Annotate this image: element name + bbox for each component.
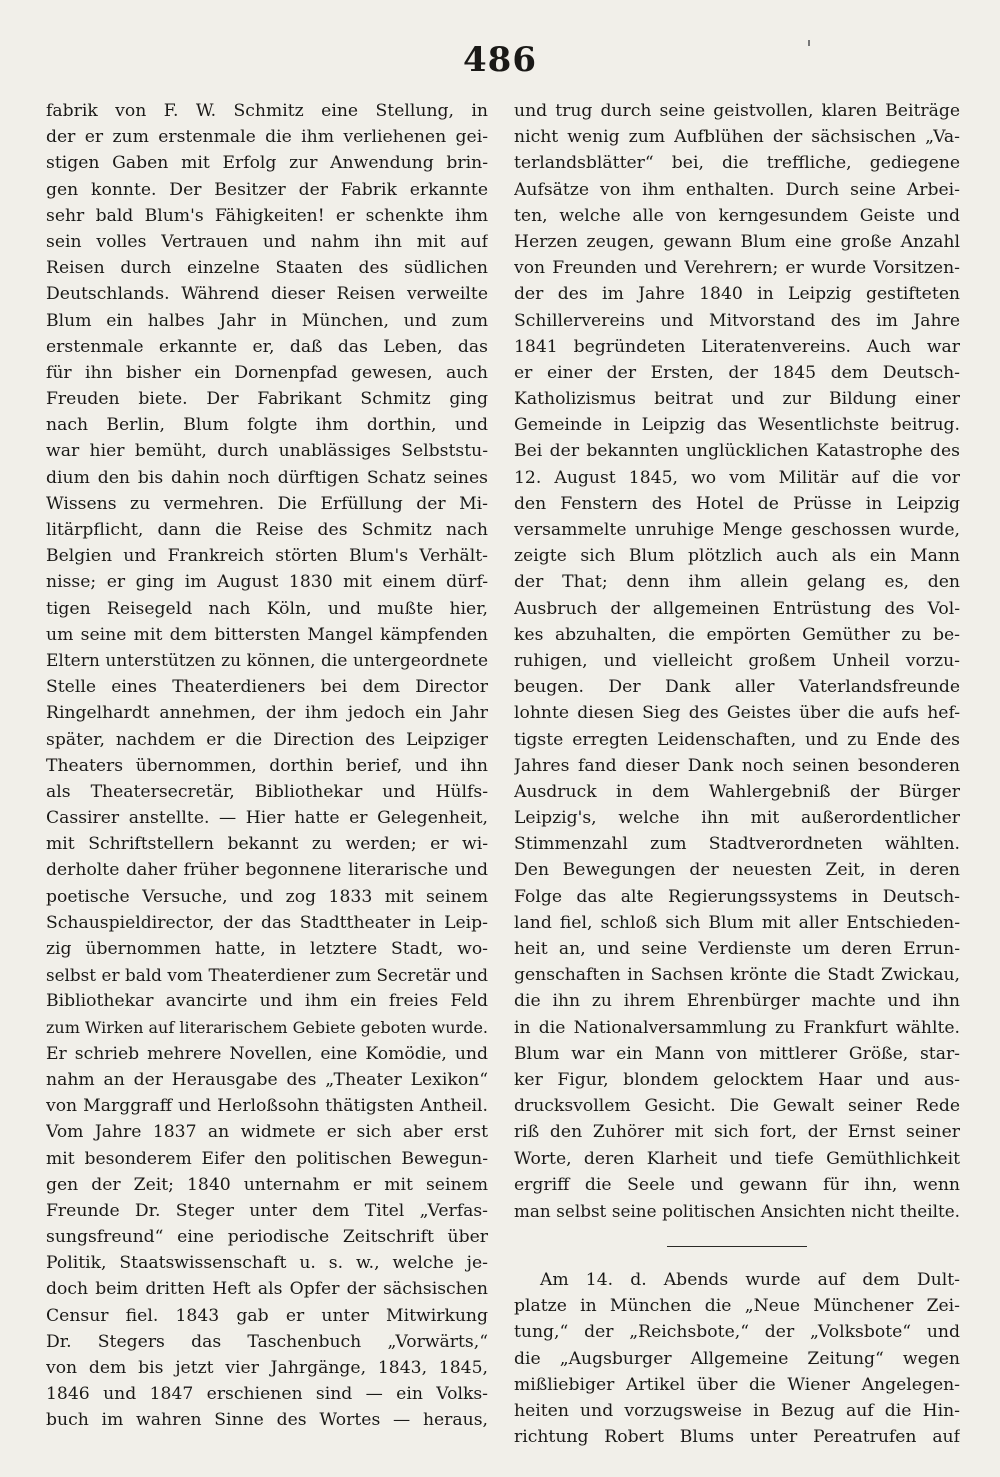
text-line: poetische Versuche, und zog 1833 mit seinem: [46, 886, 488, 907]
text-line: litärpflicht, dann die Reise des Schmitz nach: [46, 520, 488, 540]
text-line: Cassirer anstellte. — Hier hatte er Gelegenheit,: [46, 808, 488, 829]
text-line: tigste erregten Leidenschaften, und zu Ende des: [514, 729, 960, 750]
text-line: Censur fiel. 1843 gab er unter Mitwirkung: [46, 1305, 488, 1326]
text-line: von dem bis jetzt vier Jahrgänge, 1843, 1845,: [46, 1358, 488, 1378]
text-line: er einer der Ersten, der 1845 dem Deutsch-: [514, 362, 960, 383]
text-line: Den Bewegungen der neuesten Zeit, in deren: [514, 860, 960, 881]
text-line: in die Nationalversammlung zu Frankfurt wählte.: [514, 1017, 960, 1038]
text-line: dium den bis dahin noch dürftigen Schatz seines: [46, 467, 488, 488]
text-line: kes abzuhalten, die empörten Gemüther zu be-: [514, 624, 960, 645]
text-line: ergriff die Seele und gewann für ihn, wenn: [514, 1174, 960, 1195]
text-line: Ringelhardt annehmen, der ihm jedoch ein Jahr: [46, 703, 488, 724]
text-line: genschaften in Sachsen krönte die Stadt Zwickau,: [514, 965, 960, 986]
text-line: die „Augsburger Allgemeine Zeitung“ wegen: [514, 1348, 960, 1369]
text-line: und trug durch seine geistvollen, klaren Beiträge: [514, 101, 960, 121]
text-line: lohnte diesen Sieg des Geistes über die aufs hef-: [514, 703, 960, 724]
text-line: um seine mit dem bittersten Mangel kämpfenden: [46, 624, 488, 645]
text-line: tung,“ der „Reichsbote,“ der „Volksbote“ und: [514, 1322, 960, 1343]
right-column-article-end: [514, 98, 960, 1224]
text-line: drucksvollem Gesicht. Die Gewalt seiner Rede: [514, 1096, 960, 1117]
text-line: Deutschlands. Während dieser Reisen verweilte: [46, 284, 488, 305]
text-line: erstenmale erkannte er, daß das Leben, das: [46, 336, 488, 357]
text-line: Jahres fand dieser Dank noch seinen besonderen: [514, 755, 960, 776]
text-line: Politik, Staatswissenschaft u. s. w., welche je-: [46, 1253, 488, 1274]
text-line: der des im Jahre 1840 in Leipzig gestifteten: [514, 284, 960, 305]
text-line: Vom Jahre 1837 an widmete er sich aber erst: [46, 1122, 488, 1143]
page-number: 486: [463, 40, 537, 80]
text-line: Er schrieb mehrere Novellen, eine Komödie, und: [46, 1043, 488, 1064]
text-line: Aufsätze von ihm enthalten. Durch seine Arbei-: [514, 179, 960, 200]
text-line: mit Schriftstellern bekannt zu werden; er wi-: [46, 834, 488, 855]
text-line: nisse; er ging im August 1830 mit einem dürf-: [46, 572, 488, 593]
text-line: heiten und vorzugsweise in Bezug auf die Hin-: [514, 1401, 960, 1421]
text-line: als Theatersecretär, Bibliothekar und Hülfs-: [46, 781, 488, 802]
text-line: 1846 und 1847 erschienen sind — ein Volks-: [46, 1384, 488, 1405]
text-line: ruhigen, und vielleicht großem Unheil vorzu-: [514, 650, 960, 671]
text-line: doch beim dritten Heft als Opfer der sächsischen: [46, 1279, 488, 1300]
text-line: Eltern unterstützen zu können, die untergeordnete: [46, 650, 488, 671]
text-line: heit an, und seine Verdienste um deren Errun-: [514, 939, 960, 959]
text-line: für ihn bisher ein Dornenpfad gewesen, auch: [46, 362, 488, 383]
text-line: Folge das alte Regierungssystems in Deutsch-: [514, 886, 960, 907]
text-line: Dr. Stegers das Taschenbuch „Vorwärts,“: [46, 1331, 488, 1352]
text-line: fabrik von F. W. Schmitz eine Stellung, in: [46, 101, 488, 121]
text-line: richtung Robert Blums unter Pereatrufen auf: [514, 1427, 960, 1448]
text-line: zeigte sich Blum plötzlich auch als ein Mann: [514, 546, 960, 567]
text-line: beugen. Der Dank aller Vaterlandsfreunde: [514, 677, 960, 698]
text-line: nach Berlin, Blum folgte ihm dorthin, und: [46, 415, 488, 436]
text-line: die ihn zu ihrem Ehrenbürger machte und ihn: [514, 991, 960, 1012]
text-line: zig übernommen hatte, in letztere Stadt, wo-: [46, 939, 488, 959]
text-line: riß den Zuhörer mit sich fort, der Ernst seiner: [514, 1122, 960, 1143]
text-line: Theaters übernommen, dorthin berief, und ihn: [46, 755, 488, 776]
text-line: platze in München die „Neue Münchener Zei-: [514, 1296, 960, 1317]
text-line: von Marggraff und Herloßsohn thätigsten Antheil.: [46, 1096, 488, 1117]
text-line: selbst er bald vom Theaterdiener zum Secretär und: [46, 965, 488, 986]
text-line: Am 14. d. Abends wurde auf dem Dult-: [540, 1270, 960, 1291]
text-line: mißliebiger Artikel über die Wiener Angelegen-: [514, 1374, 960, 1395]
text-line: Katholizismus beitrat und zur Bildung einer: [514, 389, 960, 410]
text-line: nahm an der Herausgabe des „Theater Lexikon“: [46, 1069, 488, 1090]
text-line: versammelte unruhige Menge geschossen wurde,: [514, 520, 960, 540]
text-line: sehr bald Blum's Fähigkeiten! er schenkte ihm: [46, 205, 488, 226]
right-column: [514, 98, 960, 1450]
text-line: Bibliothekar avancirte und ihm ein freies Feld: [46, 991, 488, 1012]
right-column-new-article: [514, 1267, 960, 1450]
text-line: 12. August 1845, wo vom Militär auf die vor: [514, 467, 960, 488]
text-line: Worte, deren Klarheit und tiefe Gemüthlichkeit: [514, 1148, 960, 1169]
text-line: Stelle eines Theaterdieners bei dem Director: [46, 677, 488, 698]
text-line: Freunde Dr. Steger unter dem Titel „Verfas-: [46, 1200, 488, 1221]
left-column: [46, 98, 488, 1434]
text-line: terlandsblätter“ bei, die treffliche, gediegene: [514, 153, 960, 174]
text-line: Ausbruch der allgemeinen Entrüstung des Vol-: [514, 598, 960, 619]
text-line: Wissens zu vermehren. Die Erfüllung der Mi-: [46, 493, 488, 514]
text-line: Schauspieldirector, der das Stadttheater in Leip-: [46, 912, 488, 933]
text-line: Belgien und Frankreich störten Blum's Verhält-: [46, 546, 488, 567]
text-line: sein volles Vertrauen und nahm ihn mit auf: [46, 231, 488, 252]
text-line: buch im wahren Sinne des Wortes — heraus,: [46, 1410, 488, 1431]
text-line: zum Wirken auf literarischem Gebiete geboten wurde.: [46, 1017, 488, 1037]
text-line: man selbst seine politischen Ansichten nicht theilte.: [514, 1200, 960, 1221]
text-line: nicht wenig zum Aufblühen der sächsischen „Va-: [514, 127, 960, 148]
text-line: land fiel, schloß sich Blum mit aller Entschieden-: [514, 912, 960, 933]
text-line: ker Figur, blondem gelocktem Haar und aus-: [514, 1069, 960, 1090]
text-line: Blum ein halbes Jahr in München, und zum: [46, 310, 488, 331]
text-line: Stimmenzahl zum Stadtverordneten wählten.: [514, 834, 960, 855]
text-line: tigen Reisegeld nach Köln, und mußte hier,: [46, 598, 488, 619]
text-line: Freuden biete. Der Fabrikant Schmitz ging: [46, 389, 488, 410]
text-line: Herzen zeugen, gewann Blum eine große Anzahl: [514, 231, 960, 252]
text-line: ten, welche alle von kerngesundem Geiste und: [514, 205, 960, 226]
text-line: den Fenstern des Hotel de Prüsse in Leipzig: [514, 493, 960, 514]
text-line: von Freunden und Verehrern; er wurde Vorsitzen-: [514, 258, 960, 279]
text-line: sungsfreund“ eine periodische Zeitschrift über: [46, 1227, 488, 1248]
text-line: Gemeinde in Leipzig das Wesentlichste beitrug.: [514, 415, 960, 436]
text-line: später, nachdem er die Direction des Leipziger: [46, 729, 488, 750]
text-line: war hier bemüht, durch unablässiges Selbststu-: [46, 441, 488, 462]
text-line: Reisen durch einzelne Staaten des südlichen: [46, 258, 488, 279]
text-line: Ausdruck in dem Wahlergebniß der Bürger: [514, 781, 960, 802]
text-line: Leipzig's, welche ihn mit außerordentlicher: [514, 808, 960, 829]
text-line: 1841 begründeten Literatenvereins. Auch war: [514, 336, 960, 357]
text-line: gen der Zeit; 1840 unternahm er mit seinem: [46, 1174, 488, 1195]
text-line: der er zum erstenmale die ihm verliehenen gei-: [46, 127, 488, 148]
text-line: stigen Gaben mit Erfolg zur Anwendung brin-: [46, 153, 488, 174]
text-line: gen konnte. Der Besitzer der Fabrik erkannte: [46, 179, 488, 200]
text-line: derholte daher früher begonnene literarische und: [46, 860, 488, 881]
text-line: der That; denn ihm allein gelang es, den: [514, 572, 960, 593]
article-separator: [667, 1246, 807, 1247]
text-line: mit besonderem Eifer den politischen Bewegun-: [46, 1148, 488, 1169]
text-line: Bei der bekannten unglücklichen Katastrophe des: [514, 441, 960, 462]
text-line: Blum war ein Mann von mittlerer Größe, star-: [514, 1043, 960, 1064]
text-line: Schillervereins und Mitvorstand des im Jahre: [514, 310, 960, 331]
